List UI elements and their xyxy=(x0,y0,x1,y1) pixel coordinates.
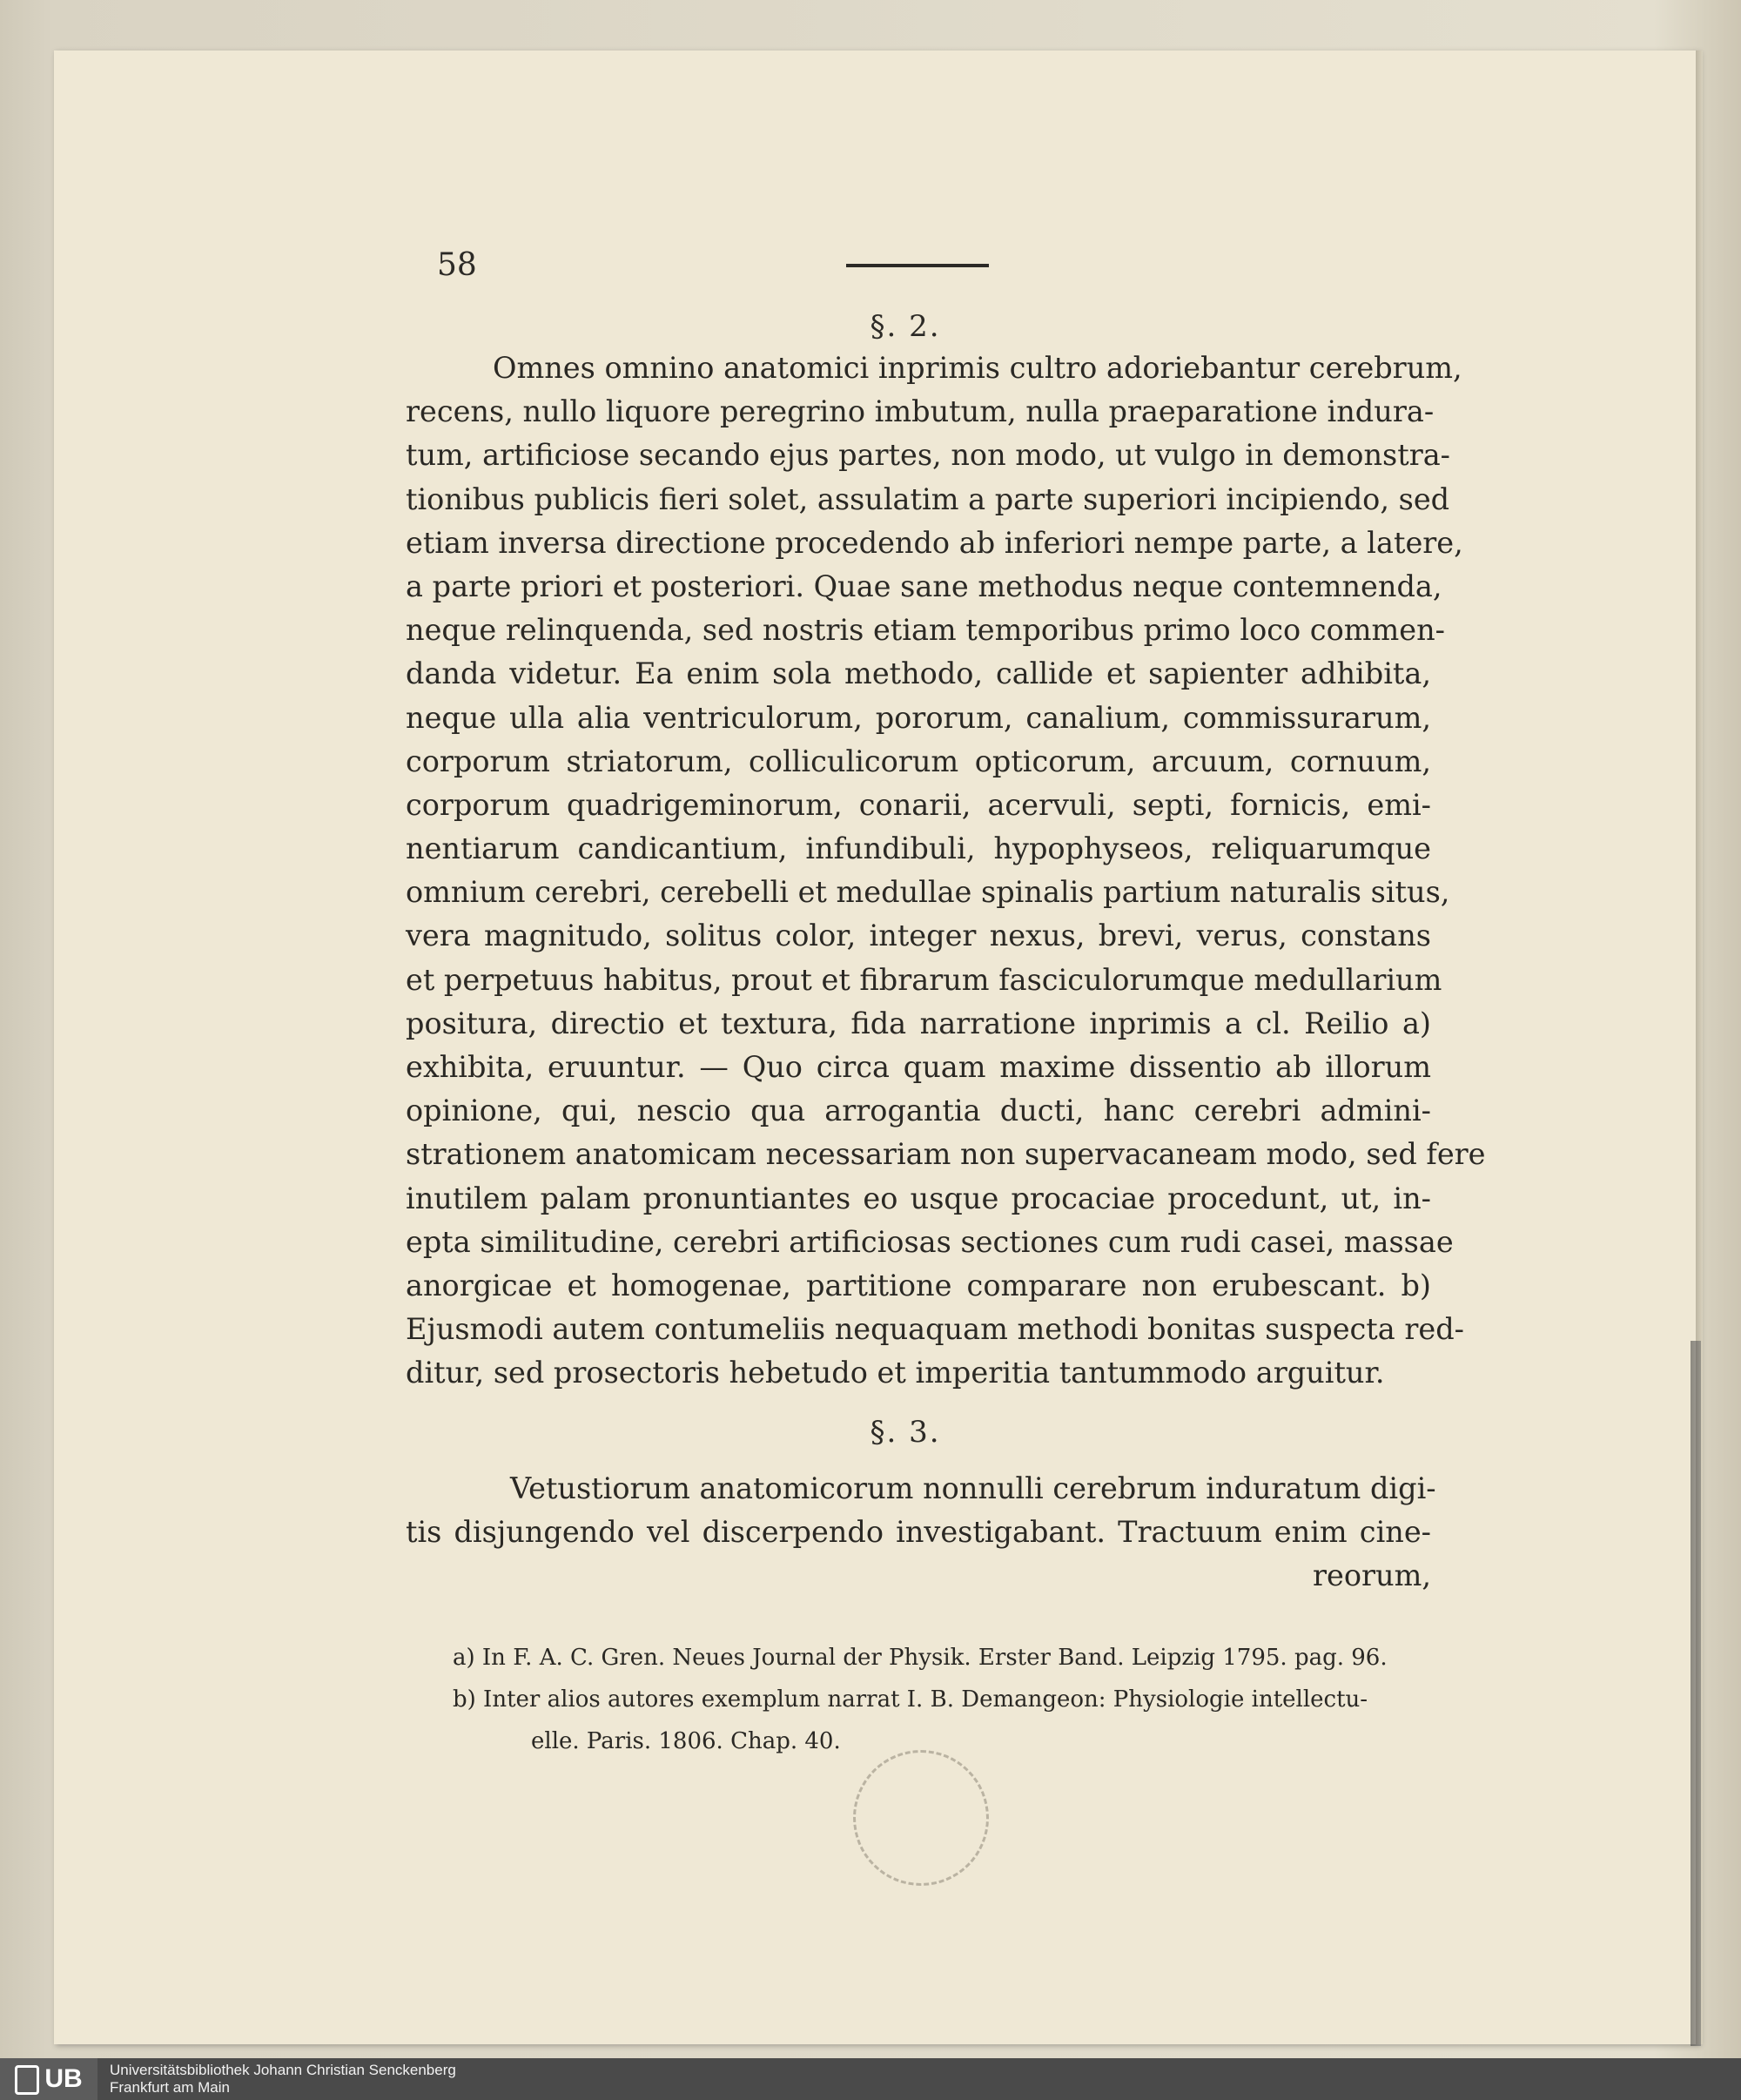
text-line: Vetustiorum anatomicorum nonnulli cerebrum induratum digi- xyxy=(510,1471,1436,1505)
text-line: strationem anatomicam necessariam non supervacaneam modo, sed fere xyxy=(406,1137,1486,1172)
text-line: Ejusmodi autem contumeliis nequaquam methodi bonitas suspecta red- xyxy=(406,1312,1464,1347)
footer-credit xyxy=(110,2062,456,2097)
text-line: tionibus publicis fieri solet, assulatim a parte superiori incipiendo, sed xyxy=(406,481,1450,516)
library-logo-icon xyxy=(15,2065,39,2095)
section-heading-2: §. 2. xyxy=(870,309,941,344)
text-line: ditur, sed prosectoris hebetudo et imperitia tantummodo arguitur. xyxy=(406,1356,1385,1390)
text-line: epta similitudine, cerebri artificiosas sectiones cum rudi casei, massae xyxy=(406,1224,1454,1259)
footnote-a: a) In F. A. C. Gren. Neues Journal der Physik. Erster Band. Leipzig 1795. pag. 96. xyxy=(453,1645,1388,1671)
text-line: inutilem palam pronuntiantes eo usque procaciae procedunt, ut, in- xyxy=(406,1181,1431,1215)
section-heading-3: §. 3. xyxy=(870,1415,941,1450)
footnote-b-continuation: elle. Paris. 1806. Chap. 40. xyxy=(531,1728,841,1754)
text-line: danda videtur. Ea enim sola methodo, callide et sapienter adhibita, xyxy=(406,656,1431,691)
text-line: neque ulla alia ventriculorum, pororum, canalium, commissurarum, xyxy=(406,700,1431,735)
text-line: neque relinquenda, sed nostris etiam temporibus primo loco commen- xyxy=(406,613,1445,648)
text-line: tis disjungendo vel discerpendo investigabant. Tractuum enim cine- xyxy=(406,1515,1431,1550)
footnote-b: b) Inter alios autores exemplum narrat I. B. Demangeon: Physiologie intellectu- xyxy=(453,1686,1368,1713)
text-line: Omnes omnino anatomici inprimis cultro adoriebantur cerebrum, xyxy=(493,351,1462,385)
paragraph-section-2 xyxy=(406,347,1486,1396)
text-line: nentiarum candicantium, infundibuli, hypophyseos, reliquarumque xyxy=(406,831,1431,866)
library-stamp xyxy=(853,1750,989,1886)
header-rule xyxy=(846,264,989,267)
text-line: positura, directio et textura, fida narratione inprimis a cl. Reilio a) xyxy=(406,1006,1431,1040)
footer-bar xyxy=(0,2058,1741,2100)
text-line: corporum striatorum, colliculicorum opticorum, arcuum, cornuum, xyxy=(406,744,1431,778)
text-line: anorgicae et homogenae, partitione comparare non erubescant. b) xyxy=(406,1268,1431,1302)
text-line: corporum quadrigeminorum, conarii, acervuli, septi, fornicis, emi- xyxy=(406,787,1431,822)
text-line: exhibita, eruuntur. — Quo circa quam maxime dissentio ab illorum xyxy=(406,1050,1431,1084)
text-line: opinione, qui, nescio qua arrogantia ducti, hanc cerebri admini- xyxy=(406,1094,1431,1128)
page-number: 58 xyxy=(437,247,477,283)
text-line: reorum, xyxy=(1312,1558,1431,1593)
text-line: a parte priori et posteriori. Quae sane methodus neque contemnenda, xyxy=(406,569,1442,603)
footer-line-2: Frankfurt am Main xyxy=(110,2079,230,2096)
text-line: etiam inversa directione procedendo ab inferiori nempe parte, a latere, xyxy=(406,525,1463,560)
text-line: tum, artificiose secando ejus partes, non modo, ut vulgo in demonstra- xyxy=(406,438,1450,473)
text-line: et perpetuus habitus, prout et fibrarum fasciculorumque medullarium xyxy=(406,962,1442,997)
text-line: recens, nullo liquore peregrino imbutum, nulla praeparatione indura- xyxy=(406,394,1435,429)
library-logo[interactable]: UB xyxy=(0,2058,97,2100)
paragraph-section-3 xyxy=(406,1467,1436,1599)
footer-line-1: Universitätsbibliothek Johann Christian Senckenberg xyxy=(110,2062,456,2078)
text-line: vera magnitudo, solitus color, integer nexus, brevi, verus, constans xyxy=(406,919,1431,953)
text-line: omnium cerebri, cerebelli et medullae spinalis partium naturalis situs, xyxy=(406,875,1450,910)
footnotes xyxy=(453,1637,1435,1762)
